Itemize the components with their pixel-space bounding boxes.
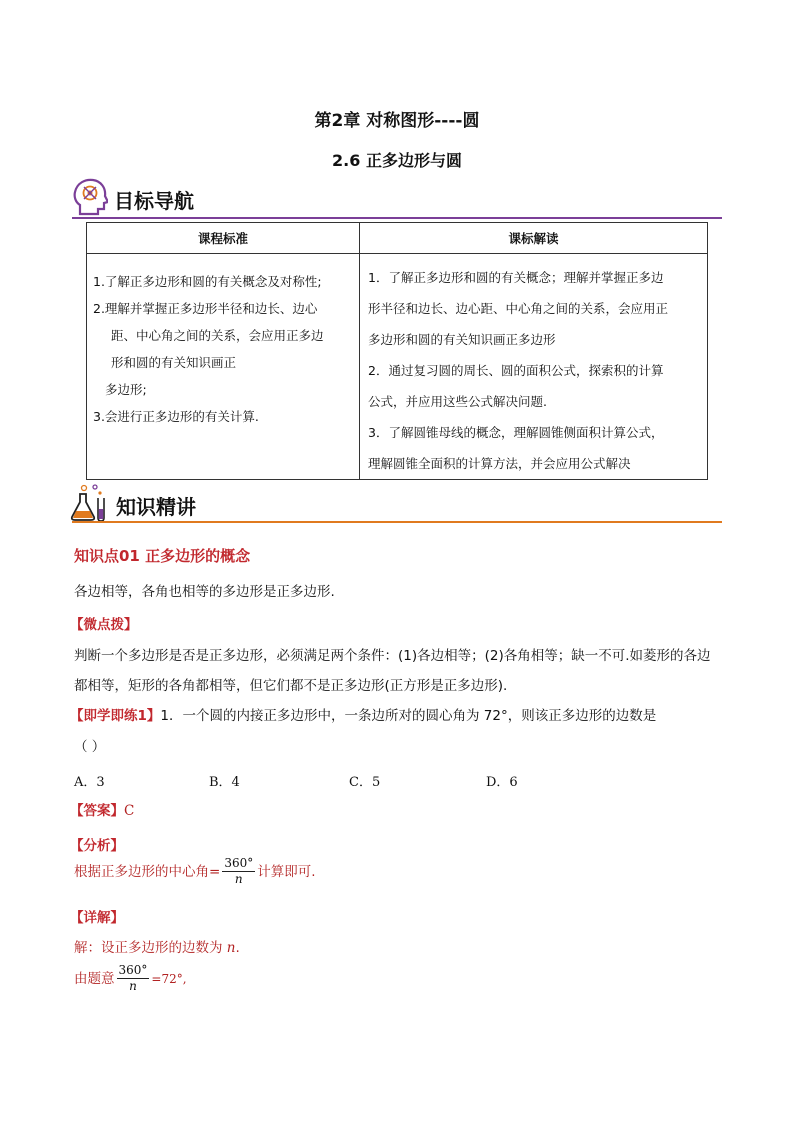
nav-section-rule xyxy=(72,217,722,219)
tip-line: 判断一个多边形是否是正多边形，必须满足两个条件：(1)各边相等；(2)各角相等；缺一不可.如菱形的各边 xyxy=(74,648,711,664)
standard-line: 1.了解正多边形和圆的有关概念及对称性; xyxy=(93,274,322,289)
interpretation-line: 1．了解正多边形和圆的有关概念；理解并掌握正多边 xyxy=(368,270,664,285)
standards-table xyxy=(86,222,708,480)
interpretation-line: 2．通过复习圆的周长、圆的面积公式，探索积的计算 xyxy=(368,363,664,378)
answer-value: C xyxy=(124,803,135,819)
analysis-label: 【分析】 xyxy=(70,838,124,854)
option-b: B．4 xyxy=(209,775,240,790)
knowledge-section-rule xyxy=(72,521,722,523)
table-header-standard: 课程标准 xyxy=(87,223,360,254)
answer-blank: （ ） xyxy=(74,739,106,755)
equation-fraction xyxy=(117,963,150,994)
standard-line: 形和圆的有关知识画正 xyxy=(111,355,237,370)
detail-line-text: 解：设正多边形的边数为 xyxy=(74,940,227,956)
section-title: 2.6 正多边形与圆 xyxy=(332,151,462,170)
detail-line xyxy=(74,938,240,958)
fraction-denominator: n xyxy=(234,872,243,886)
standard-line: 3.会进行正多边形的有关计算. xyxy=(93,409,259,424)
detail-label: 【详解】 xyxy=(70,910,124,926)
interpretation-line: 3．了解圆锥母线的概念，理解圆锥侧面积计算公式， xyxy=(368,425,664,440)
nav-section-header xyxy=(72,178,194,220)
definition-text: 各边相等，各角也相等的多边形是正多边形. xyxy=(74,584,335,600)
fraction-numerator: 360° xyxy=(118,963,148,977)
exercise-text: 1．一个圆的内接正多边形中，一条边所对的圆心角为 72°，则该正多边形的边数是 xyxy=(160,708,657,724)
detail-line-end: . xyxy=(235,940,240,956)
tip-line: 都相等，矩形的各角都相等，但它们都不是正多边形(正方形是正多边形). xyxy=(74,678,508,694)
fraction-numerator: 360° xyxy=(224,856,254,870)
interpretation-line: 多边形和圆的有关知识画正多边形 xyxy=(368,332,556,347)
interpretation-line: 理解圆锥全面积的计算方法，并会应用公式解决 xyxy=(368,456,631,471)
lab-flask-icon xyxy=(70,484,110,526)
option-c: C．5 xyxy=(349,775,381,790)
tip-label: 【微点拨】 xyxy=(70,617,138,633)
answer-row xyxy=(70,801,134,821)
head-brain-icon xyxy=(72,178,108,220)
knowledge-section-header xyxy=(70,484,196,526)
knowledge-point-title: 知识点01 正多边形的概念 xyxy=(74,547,251,565)
standard-line: 多边形; xyxy=(105,382,147,397)
answer-label: 【答案】 xyxy=(70,803,124,819)
detail-equation xyxy=(74,963,187,994)
detail-equation-after: =72°, xyxy=(151,971,187,986)
fraction-denominator: n xyxy=(129,979,137,993)
exercise-question xyxy=(70,706,656,726)
interpretation-line: 形半径和边长、边心距、中心角之间的关系，会应用正 xyxy=(368,301,669,316)
analysis-text-after: 计算即可. xyxy=(257,863,316,880)
chapter-title: 第2章 对称图形----圆 xyxy=(314,111,480,131)
interpretation-line: 公式，并应用这些公式解决问题. xyxy=(368,394,547,409)
option-d: D．6 xyxy=(486,775,518,790)
standard-cell xyxy=(87,254,360,480)
central-angle-fraction xyxy=(222,856,255,887)
standard-line: 距、中心角之间的关系，会应用正多边 xyxy=(111,328,324,343)
exercise-label: 【即学即练1】 xyxy=(70,708,161,724)
interpretation-cell xyxy=(360,254,708,480)
table-header-interpretation: 课标解读 xyxy=(360,223,708,254)
option-a: A．3 xyxy=(74,775,105,790)
nav-section-title: 目标导航 xyxy=(114,188,194,213)
standard-line: 2.理解并掌握正多边形半径和边长、边心 xyxy=(93,301,318,316)
knowledge-section-title: 知识精讲 xyxy=(116,494,196,519)
analysis-text-before: 根据正多边形的中心角= xyxy=(74,863,221,880)
detail-equation-before: 由题意 xyxy=(74,970,115,987)
variable-n: n xyxy=(226,940,236,956)
analysis-text xyxy=(74,856,316,887)
